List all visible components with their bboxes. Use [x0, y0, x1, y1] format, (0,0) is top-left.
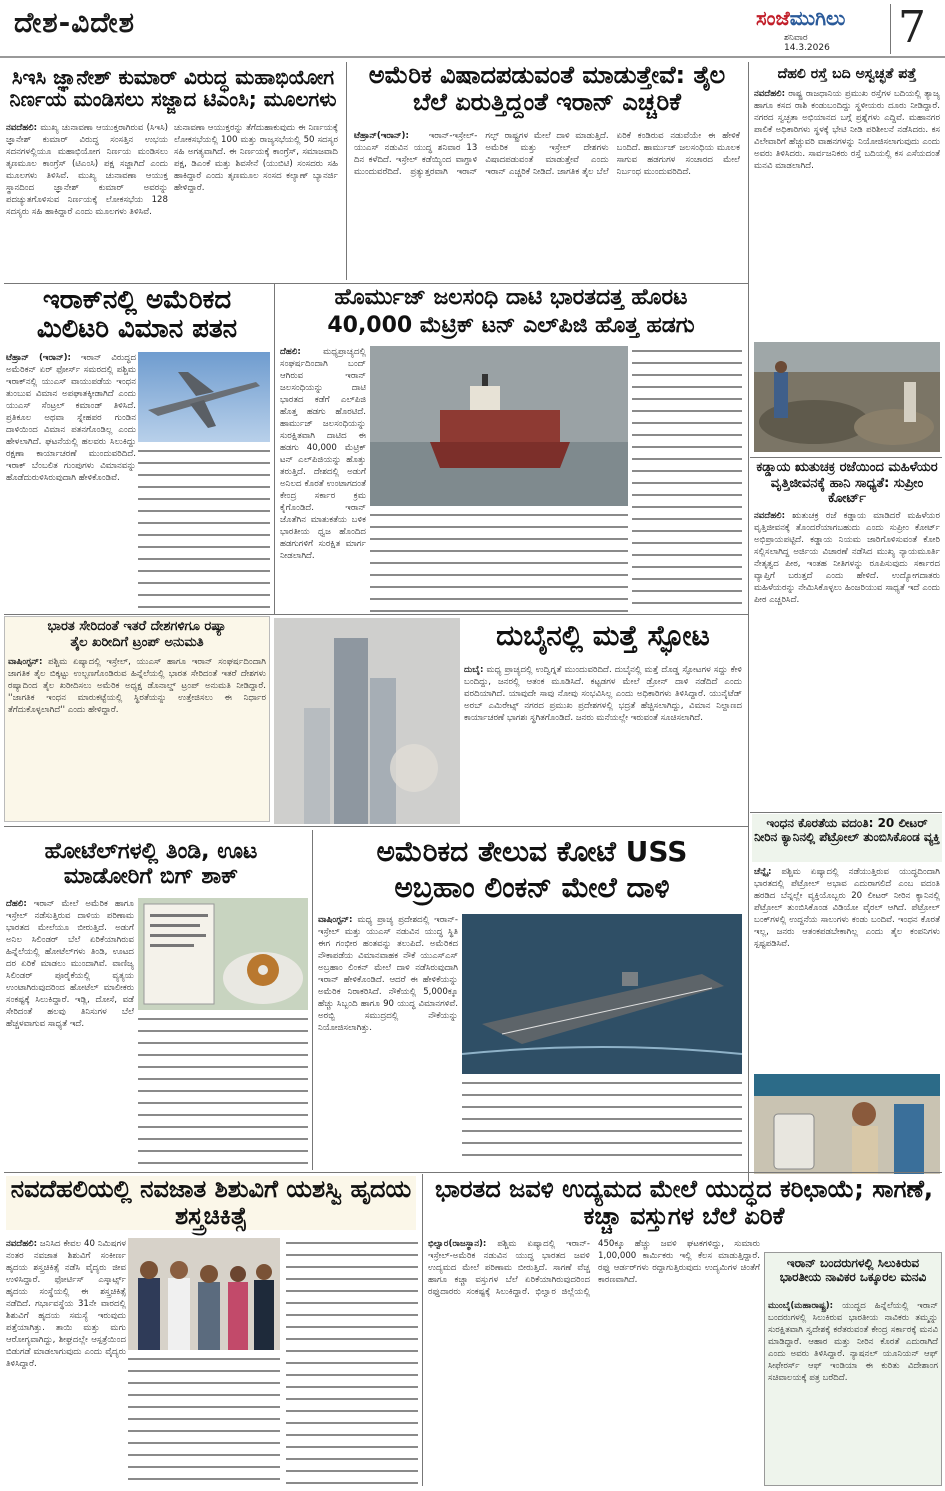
story-body-col2: ಚುನಾವಣಾ ಆಯುಕ್ತರನ್ನು ತೆಗೆದುಹಾಕುವುದು ಈ ನಿರ್ಣಯಕ್ಕೆ ಲೋಕಸಭೆಯಲ್ಲಿ 100 ಮತ್ತು ರಾಜ್ಯಸಭೆಯಲ್ಲಿ 50 ಸದಸ್ಯರ ಸಹಿ ಅಗತ್ಯವಾಗಿದೆ. ಈ ನಿರ್ಣಯಕ್ಕೆ ಕಾಂಗ್ರೆಸ್, ಸಮಾಜವಾದಿ ಪಕ್ಷ, ಡಿಎಂಕೆ ಮತ್ತು ಶಿವಸೇನೆ (ಯುಬಿಟಿ) ಸಂಸದರು ಸಹಿ ಹಾಕಿದ್ದಾರೆ ಎಂದು ತೃಣಮೂಲ ಸಂಸದ ಕಲ್ಯಾಣ್ ಬ್ಯಾನರ್ಜಿ ಹೇಳಿದ್ದಾರೆ. [174, 123, 338, 193]
story-dateline: ನವದೆಹಲಿ: [6, 1239, 38, 1249]
story-headline: ನವದೆಹಲಿಯಲ್ಲಿ ನವಜಾತ ಶಿಶುವಿಗೆ ಯಶಸ್ವಿ ಹೃದಯ ಶಸ್ತ್ರಚಿಕಿತ್ಸೆ [6, 1176, 416, 1230]
story-text: ಇರಾನ್-ಇಸ್ರೇಲ್-ಯುಎಸ್ ನಡುವಿನ ಯುದ್ಧ ಶನಿವಾರ 13 ದಿನ ಕಳೆದಿದೆ. ಇಸ್ರೇಲ್ ಕಡೆಯ್ಯಿಂದ ವಾಗ್ದಾಳಿ ಮುಂದುವರೆದಿದೆ. ಪ್ರತ್ಯುತ್ತರವಾಗಿ ಇರಾನ್ ಗಲ್ಫ್ ರಾಷ್ಟ್ರಗಳ ಮೇಲೆ ದಾಳಿ ಮಾಡುತ್ತಿದೆ. ಅಮೆರಿಕ ಮತ್ತು ಇಸ್ರೇಲ್ ದೇಶಗಳು ವಿಷಾದಪಡುವಂತೆ ಮಾಡುತ್ತೇವೆ ಎಂದು ಇರಾನ್ ಎಚ್ಚರಿಕೆ ನೀಡಿದೆ. ಜಾಗತಿಕ ತೈಲ ಬೆಲೆ ಏರಿಕೆ ಕಂಡಿರುವ ನಡುವೆಯೇ ಈ ಹೇಳಿಕೆ ಬಂದಿದೆ. ಹಾರ್ಮುಜ್ ಜಲಸಂಧಿಯ ಮೂಲಕ ಸಾಗುವ ಹಡಗುಗಳ ಸಂಚಾರದ ಮೇಲೆ ನಿರ್ಬಂಧ ಮುಂದುವರಿದಿದೆ. [354, 131, 740, 177]
story-body [768, 1300, 938, 1482]
story-text: ಇರಾನ್ ಮೇಲೆ ಅಮೆರಿಕ ಹಾಗೂ ಇಸ್ರೇಲ್ ನಡೆಸುತ್ತಿರುವ ದಾಳಿಯ ಪರಿಣಾಮ ಭಾರತದ ಮೇಲೆಯೂ ಬೀರುತ್ತಿದೆ. ಅಡುಗೆ ಅನಿಲ ಸಿಲಿಂಡರ್ ಬೆಲೆ ಏರಿಕೆಯಾಗಿರುವ ಹಿನ್ನೆಲೆಯಲ್ಲಿ ಹೋಟೆಲ್‌ಗಳು ತಿಂಡಿ, ಊಟದ ದರ ಏರಿಕೆ ಮಾಡಲು ಮುಂದಾಗಿವೆ. ವಾಣಿಜ್ಯ ಸಿಲಿಂಡರ್ ಪೂರೈಕೆಯಲ್ಲಿ ವ್ಯತ್ಯಯ ಉಂಟಾಗಿರುವುದರಿಂದ ಹೋಟೆಲ್ ಮಾಲೀಕರು ಸಂಕಷ್ಟಕ್ಕೆ ಸಿಲುಕಿದ್ದಾರೆ. ಇಡ್ಲಿ, ದೋಸೆ, ವಡೆ ಸೇರಿದಂತೆ ಹಲವು ತಿನಿಸುಗಳ ಬೆಲೆ ಹೆಚ್ಚಳವಾಗುವ ಸಾಧ್ಯತೆ ಇದೆ. [6, 899, 134, 1029]
issue-date-value: 14.3.2026 [784, 43, 830, 53]
story-body-continued [138, 446, 270, 612]
story-body [280, 346, 366, 612]
story-dateline: ಚೆನ್ನೈ: [754, 867, 772, 877]
story-headline-line1: ಹೊರ್ಮುಜ್ ಜಲಸಂಧಿ ದಾಟಿ ಭಾರತದತ್ತ ಹೊರಟ [334, 285, 688, 310]
story-headline: ಭಾರತದ ಜವಳಿ ಉದ್ಯಮದ ಮೇಲೆ ಯುದ್ಧದ ಕರಿಛಾಯೆ; ಸಾಗಣೆ, ಕಚ್ಚಾ ವಸ್ತುಗಳ ಬೆಲೆ ಏರಿಕೆ [434, 1175, 934, 1230]
story-body [6, 1238, 126, 1484]
story-text: ಋತುಚಕ್ರ ರಜೆ ಕಡ್ಡಾಯ ಮಾಡಿದರೆ ಮಹಿಳೆಯರ ವೃತ್ತಿಜೀವನಕ್ಕೆ ತೊಂದರೆಯಾಗಬಹುದು ಎಂದು ಸುಪ್ರೀಂ ಕೋರ್ಟ್ ಅಭಿಪ್ರಾಯಪಟ್ಟಿದೆ. ಕಡ್ಡಾಯ ನಿಯಮ ಜಾರಿಗೊಳಿಸುವಂತೆ ಕೋರಿ ಸಲ್ಲಿಸಲಾಗಿದ್ದ ಅರ್ಜಿಯ ವಿಚಾರಣೆ ನಡೆಸಿದ ಮುಖ್ಯ ನ್ಯಾಯಮೂರ್ತಿ ನೇತೃತ್ವದ ಪೀಠ, ಇಂತಹ ನೀತಿಗಳನ್ನು ರೂಪಿಸುವುದು ಸರ್ಕಾರದ ವ್ಯಾಪ್ತಿಗೆ ಬರುತ್ತದೆ ಎಂದು ಹೇಳಿದೆ. ಉದ್ಯೋಗದಾತರು ಮಹಿಳೆಯರನ್ನು ನೇಮಿಸಿಕೊಳ್ಳಲು ಹಿಂಜರಿಯುವ ಸಾಧ್ಯತೆ ಇದೆ ಎಂದು ಪೀಠ ಎಚ್ಚರಿಸಿದೆ. [754, 511, 940, 605]
masthead-divider [890, 4, 891, 54]
page-number: 7 [898, 2, 926, 53]
story-headline-line2: 40,000 ಮೆಟ್ರಿಕ್ ಟನ್ ಎಲ್‌ಪಿಜಿ ಹೊತ್ತ ಹಡಗು [327, 313, 695, 338]
story-body [6, 352, 136, 612]
row-divider [4, 614, 748, 615]
story-body [6, 122, 168, 280]
story-text: ರಾಷ್ಟ್ರ ರಾಜಧಾನಿಯ ಪ್ರಮುಖ ರಸ್ತೆಗಳ ಬದಿಯಲ್ಲಿ ತ್ಯಾಜ್ಯ ಹಾಗೂ ಕಸದ ರಾಶಿ ಕಂಡುಬಂದಿದ್ದು ಸ್ಥಳೀಯರು ದೂರು ನೀಡಿದ್ದಾರೆ. ನಗರದ ಸ್ವಚ್ಛತಾ ಅಭಿಯಾನದ ಬಗ್ಗೆ ಪ್ರಶ್ನೆಗಳು ಎದ್ದಿವೆ. ಮಹಾನಗರ ಪಾಲಿಕೆ ಅಧಿಕಾರಿಗಳು ಸ್ಥಳಕ್ಕೆ ಭೇಟಿ ನೀಡಿ ಪರಿಶೀಲನೆ ನಡೆಸಿದರು. ಕಸ ವಿಲೇವಾರಿಗೆ ಹೆಚ್ಚುವರಿ ವಾಹನಗಳನ್ನು ನಿಯೋಜಿಸಲಾಗುವುದು ಎಂದು ಅವರು ತಿಳಿಸಿದರು. ಸಾರ್ವಜನಿಕರು ರಸ್ತೆ ಬದಿಯಲ್ಲಿ ಕಸ ಎಸೆಯದಂತೆ ಮನವಿ ಮಾಡಲಾಗಿದೆ. [754, 89, 940, 171]
story-body [754, 866, 940, 1070]
logo-part-2: ಮುಗಿಲು [789, 6, 846, 30]
story-headline: ಅಮೆರಿಕ ವಿಷಾದಪಡುವಂತೆ ಮಾಡುತ್ತೇವೆ: ತೈಲ ಬೆಲೆ ಏರುತ್ತಿದ್ದಂತೆ ಇರಾನ್ ಎಚ್ಚರಿಕೆ [368, 61, 726, 116]
story-dateline: ದೆಹಲಿ: [280, 347, 301, 357]
story-text: ಪಶ್ಚಿಮ ಏಷ್ಯಾದಲ್ಲಿ ನಡೆಯುತ್ತಿರುವ ಯುದ್ಧದಿಂದಾಗಿ ಭಾರತದಲ್ಲಿ ಪೆಟ್ರೋಲ್ ಅಭಾವ ಎದುರಾಗಲಿದೆ ಎಂಬ ವದಂತಿ ಹರಡಿದ ಬೆನ್ನಲ್ಲೇ ವ್ಯಕ್ತಿಯೊಬ್ಬರು 20 ಲೀಟರ್ ನೀರಿನ ಕ್ಯಾನಿನಲ್ಲಿ ಪೆಟ್ರೋಲ್ ತುಂಬಿಸಿಕೊಂಡ ವಿಡಿಯೋ ವೈರಲ್ ಆಗಿದೆ. ಪೆಟ್ರೋಲ್ ಬಂಕ್‌ಗಳಲ್ಲಿ ಉದ್ದನೆಯ ಸಾಲುಗಳು ಕಂಡು ಬಂದಿವೆ. ಇಂಧನ ಕೊರತೆ ಇಲ್ಲ, ಜನರು ಆತಂಕಪಡಬೇಕಾಗಿಲ್ಲ ಎಂದು ತೈಲ ಕಂಪನಿಗಳು ಸ್ಪಷ್ಟಪಡಿಸಿವೆ. [754, 867, 940, 949]
right-column-rule [748, 62, 749, 1182]
newspaper-logo [756, 6, 845, 30]
military-aircraft-photo [138, 352, 270, 442]
story-dateline: ವಾಷಿಂಗ್ಟನ್: [318, 915, 353, 925]
story-body [318, 914, 458, 1166]
story-dateline: ವಾಷಿಂಗ್ಟನ್: [8, 657, 43, 667]
story-dateline: ನವದೆಹಲಿ: [6, 123, 38, 133]
section-title: ದೇಶ-ವಿದೇಶ [14, 6, 135, 39]
story-headline: ಹೋಟೆಲ್‌ಗಳಲ್ಲಿ ತಿಂಡಿ, ಊಟ ಮಾಡೋರಿಗೆ ಬಿಗ್ ಶಾಕ್ [44, 839, 258, 889]
story-text: ಮಧ್ಯಪ್ರಾಚ್ಯದಲ್ಲಿ ಸಂಘರ್ಷದಿಂದಾಗಿ ಬಂದ್ ಆಗಿರುವ ಇರಾನ್ ಜಲಸಂಧಿಯನ್ನು ದಾಟಿ ಭಾರತದ ಕಡೆಗೆ ಎಲ್‌ಪಿಜಿ ಹೊತ್ತ ಹಡಗು ಹೊರಟಿದೆ. ಹಾರ್ಮುಜ್ ಜಲಸಂಧಿಯನ್ನು ಸುರಕ್ಷಿತವಾಗಿ ದಾಟಿದ ಈ ಹಡಗು 40,000 ಮೆಟ್ರಿಕ್ ಟನ್ ಎಲ್‌ಪಿಜಿಯನ್ನು ಹೊತ್ತು ತರುತ್ತಿದೆ. ದೇಶದಲ್ಲಿ ಅಡುಗೆ ಅನಿಲದ ಕೊರತೆ ಉಂಟಾಗದಂತೆ ಕೇಂದ್ರ ಸರ್ಕಾರ ಕ್ರಮ ಕೈಗೊಂಡಿದೆ. ಇರಾನ್ ಜೊತೆಗಿನ ಮಾತುಕತೆಯ ಬಳಿಕ ಭಾರತೀಯ ಧ್ವಜ ಹೊಂದಿದ ಹಡಗುಗಳಿಗೆ ಸುರಕ್ಷಿತ ಮಾರ್ಗ ನೀಡಲಾಗಿದೆ. [280, 347, 366, 561]
story-headline-line2: ಅಬ್ರಹಾಂ ಲಿಂಕನ್ ಮೇಲೆ ದಾಳಿ [394, 871, 670, 904]
story-divider [750, 812, 942, 813]
story-body [754, 510, 940, 810]
petrol-can-photo [754, 1074, 940, 1174]
story-dateline: ದೆಹಲಿ: [6, 899, 27, 909]
story-body [754, 88, 940, 338]
issue-date [784, 33, 830, 53]
story-headline: ಇರಾಕ್‌ನಲ್ಲಿ ಅಮೆರಿಕದ ಮಿಲಿಟರಿ ವಿಮಾನ ಪತನ [36, 285, 238, 345]
story-headline-line2: ತೈಲ ಖರೀದಿಗೆ ಟ್ರಂಪ್ ಅನುಮತಿ [70, 635, 204, 650]
story-text: ಪಶ್ಚಿಮ ಏಷ್ಯಾದಲ್ಲಿ ಇಸ್ರೇಲ್, ಯುಎಸ್ ಹಾಗೂ ಇರಾನ್ ಸಂಘರ್ಷದಿಂದಾಗಿ ಜಾಗತಿಕ ತೈಲ ಬಿಕ್ಕಟ್ಟು ಉಲ್ಬಣಗೊಂಡಿರುವ ಹಿನ್ನೆಲೆಯಲ್ಲಿ ಭಾರತ ಸೇರಿದಂತೆ ಇತರೆ ದೇಶಗಳು ರಷ್ಯಾದಿಂದ ತೈಲ ಖರೀದಿಸಲು ಅಮೆರಿಕ ಅಧ್ಯಕ್ಷ ಡೊನಾಲ್ಡ್ ಟ್ರಂಪ್ ಅನುಮತಿ ನೀಡಿದ್ದಾರೆ. ''ಜಾಗತಿಕ ಇಂಧನ ಮಾರುಕಟ್ಟೆಯಲ್ಲಿ ಸ್ಥಿರತೆಯನ್ನು ಉತ್ತೇಜಿಸಲು ಈ ನಿರ್ಧಾರ ತೆಗೆದುಕೊಳ್ಳಲಾಗಿದೆ'' ಎಂದು ಹೇಳಿದ್ದಾರೆ. [8, 657, 266, 715]
story-text: ಮುಖ್ಯ ಚುನಾವಣಾ ಆಯುಕ್ತರಾಗಿರುವ (ಸಿಇಸಿ) ಜ್ಞಾನೇಶ್ ಕುಮಾರ್ ವಿರುದ್ಧ ಸಂಸತ್ತಿನ ಉಭಯ ಸದನಗಳಲ್ಲಿಯೂ ಮಹಾಭಿಯೋಗ ನಿರ್ಣಯ ಮಂಡಿಸಲು ತೃಣಮೂಲ ಕಾಂಗ್ರೆಸ್ (ಟಿಎಂಸಿ) ಪಕ್ಷ ಸಜ್ಜಾಗಿದೆ ಎಂದು ಮೂಲಗಳು ತಿಳಿಸಿವೆ. ಮುಖ್ಯ ಚುನಾವಣಾ ಆಯುಕ್ತ ಸ್ಥಾನದಿಂದ ಜ್ಞಾನೇಶ್ ಕುಮಾರ್ ಅವರನ್ನು ಪದಚ್ಯುತಗೊಳಿಸುವ ನಿರ್ಣಯಕ್ಕೆ ಲೋಕಸಭೆಯ 128 ಸದಸ್ಯರು ಸಹಿ ಹಾಕಿದ್ದಾರೆ ಎಂದು ಮೂಲಗಳು ತಿಳಿಸಿವೆ. [6, 123, 168, 217]
row-divider [4, 1172, 942, 1173]
story-body-col3 [632, 346, 742, 612]
story-dateline: ಭಿಲ್ವಾರ(ರಾಜಸ್ಥಾನ): [428, 1239, 487, 1249]
story-headline-line1: ಭಾರತ ಸೇರಿದಂತೆ ಇತರೆ ದೇಶಗಳಿಗೂ ರಷ್ಯಾ [47, 619, 227, 634]
story-dateline: ಮುಂಬೈ(ಮಹಾರಾಷ್ಟ್ರ): [768, 1301, 834, 1311]
lpg-tanker-ship-photo [370, 346, 628, 506]
story-text: ಮಧ್ಯ ಪ್ರಾಚ್ಯ ಪ್ರದೇಶದಲ್ಲಿ ಇರಾನ್-ಇಸ್ರೇಲ್ ಮತ್ತು ಯುಎಸ್ ನಡುವಿನ ಯುದ್ಧ ಸ್ಥಿತಿ ಈಗ ಗಂಭೀರ ಹಂತವನ್ನು ತಲುಪಿದೆ. ಅಮೆರಿಕದ ನೌಕಾಪಡೆಯ ವಿಮಾನವಾಹಕ ನೌಕೆ ಯುಎಸ್‌ಎಸ್ ಅಬ್ರಹಾಂ ಲಿಂಕನ್ ಮೇಲೆ ದಾಳಿ ನಡೆಸಿರುವುದಾಗಿ ಇರಾನ್ ಹೇಳಿಕೊಂಡಿದೆ. ಆದರೆ ಈ ಹೇಳಿಕೆಯನ್ನು ಅಮೆರಿಕ ನಿರಾಕರಿಸಿದೆ. ನೌಕೆಯಲ್ಲಿ 5,000ಕ್ಕೂ ಹೆಚ್ಚು ಸಿಬ್ಬಂದಿ ಹಾಗೂ 90 ಯುದ್ಧ ವಿಮಾನಗಳಿವೆ. ಅರಬ್ಬಿ ಸಮುದ್ರದಲ್ಲಿ ನೌಕೆಯನ್ನು ನಿಯೋಜಿಸಲಾಗಿತ್ತು. [318, 915, 458, 1033]
story-dateline: ನವದೆಹಲಿ: [754, 89, 786, 99]
story-body-continued [138, 1014, 308, 1166]
food-and-bill-photo [138, 898, 308, 1010]
story-body [464, 664, 742, 820]
dubai-building-photo [274, 618, 460, 824]
issue-day: ಶನಿವಾರ [784, 33, 808, 43]
story-text: ಜನಿಸಿದ ಕೇವಲ 40 ನಿಮಿಷಗಳ ನಂತರ ನವಜಾತ ಶಿಶುವಿಗೆ ಸಂಕೀರ್ಣ ಹೃದಯ ಶಸ್ತ್ರಚಿಕಿತ್ಸೆ ನಡೆಸಿ ವೈದ್ಯರು ಜೀವ ಉಳಿಸಿದ್ದಾರೆ. ಫೋರ್ಟಿಸ್ ಎಸ್ಕಾರ್ಟ್ಸ್ ಹೃದಯ ಸಂಸ್ಥೆಯಲ್ಲಿ ಈ ಶಸ್ತ್ರಚಿಕಿತ್ಸೆ ನಡೆದಿದೆ. ಗರ್ಭಾವಸ್ಥೆಯ 31ನೇ ವಾರದಲ್ಲಿ ಶಿಶುವಿಗೆ ಹೃದಯ ಸಮಸ್ಯೆ ಇರುವುದು ಪತ್ತೆಯಾಗಿತ್ತು. ತಾಯಿ ಮತ್ತು ಮಗು ಆರೋಗ್ಯವಾಗಿದ್ದು, ಶೀಘ್ರದಲ್ಲೇ ಆಸ್ಪತ್ರೆಯಿಂದ ಬಿಡುಗಡೆ ಮಾಡಲಾಗುವುದು ಎಂದು ವೈದ್ಯರು ತಿಳಿಸಿದ್ದಾರೆ. [6, 1239, 126, 1369]
story-body-continued [128, 1354, 280, 1484]
story-body [8, 656, 266, 818]
column-rule [422, 1174, 423, 1486]
story-headline: ದೆಹಲಿ ರಸ್ತೆ ಬದಿ ಅಸ್ವಚ್ಛತೆ ಪತ್ತೆ [777, 66, 917, 82]
row-divider [4, 283, 748, 284]
story-body-continued [370, 510, 628, 612]
garbage-roadside-photo [754, 342, 940, 452]
story-body-col3 [286, 1238, 418, 1484]
story-body [428, 1238, 760, 1484]
story-body [6, 898, 134, 1166]
column-rule [312, 830, 313, 1170]
story-dateline: ಟೆಹ್ರಾನ್ (ಇರಾನ್): [6, 353, 71, 363]
story-headline-line1: ಅಮೆರಿಕದ ತೇಲುವ ಕೋಟೆ USS [376, 835, 688, 868]
story-text: ಇರಾನ್ ವಿರುದ್ಧದ ಅಮೆರಿಕನ್ ಏರ್ ಫೋರ್ಸ್ ಸಮರದಲ್ಲಿ ಪಶ್ಚಿಮ ಇರಾಕ್‌ನಲ್ಲಿ ಯುಎಸ್ ವಾಯುಪಡೆಯ ಇಂಧನ ತುಂಬುವ ವಿಮಾನ ಅಪಘಾತಕ್ಕೀಡಾಗಿದೆ ಎಂದು ಯುಎಸ್ ಸೆಂಟ್ರಲ್ ಕಮಾಂಡ್ ತಿಳಿಸಿದೆ. ಪ್ರತಿಕೂಲ ಅಥವಾ ಸ್ನೇಹಪರ ಗುಂಡಿನ ದಾಳಿಯಿಂದ ವಿಮಾನ ಪತನಗೊಂಡಿಲ್ಲ ಎಂದು ಹೇಳಲಾಗಿದೆ. ಘಟನೆಯಲ್ಲಿ ಹಲವರು ಸಿಲುಕಿದ್ದು ರಕ್ಷಣಾ ಕಾರ್ಯಾಚರಣೆ ಮುಂದುವರಿದಿದೆ. ಇರಾಕ್ ಬೆಂಬಲಿತ ಗುಂಪುಗಳು ವಿಮಾನವನ್ನು ಹೊಡೆದುರುಳಿಸಿರುವುದಾಗಿ ಹೇಳಿಕೊಂಡಿವೆ. [6, 353, 136, 483]
story-divider [750, 457, 942, 458]
story-text: ಯುದ್ಧದ ಹಿನ್ನೆಲೆಯಲ್ಲಿ ಇರಾನ್ ಬಂದರುಗಳಲ್ಲಿ ಸಿಲುಕಿರುವ ಭಾರತೀಯ ನಾವಿಕರು ತಮ್ಮನ್ನು ಸುರಕ್ಷಿತವಾಗಿ ಸ್ವದೇಶಕ್ಕೆ ಕರೆತರುವಂತೆ ಕೇಂದ್ರ ಸರ್ಕಾರಕ್ಕೆ ಮನವಿ ಮಾಡಿದ್ದಾರೆ. ಆಹಾರ ಮತ್ತು ನೀರಿನ ಕೊರತೆ ಎದುರಾಗಿದೆ ಎಂದು ಅವರು ತಿಳಿಸಿದ್ದಾರೆ. ನ್ಯಾಷನಲ್ ಯೂನಿಯನ್ ಆಫ್ ಸೀಫೇರರ್ಸ್ ಆಫ್ ಇಂಡಿಯಾ ಈ ಕುರಿತು ವಿದೇಶಾಂಗ ಸಚಿವಾಲಯಕ್ಕೆ ಪತ್ರ ಬರೆದಿದೆ. [768, 1301, 938, 1383]
doctors-group-photo [128, 1238, 280, 1350]
story-dateline: ಟೆಹ್ರಾನ್(ಇರಾನ್): [354, 131, 409, 141]
story-text: ಪಶ್ಚಿಮ ಏಷ್ಯಾದಲ್ಲಿ ಇರಾನ್-ಇಸ್ರೇಲ್-ಅಮೆರಿಕ ನಡುವಿನ ಯುದ್ಧ ಭಾರತದ ಜವಳಿ ಉದ್ಯಮದ ಮೇಲೆ ಪರಿಣಾಮ ಬೀರುತ್ತಿದೆ. ಸಾಗಣೆ ವೆಚ್ಚ ಹಾಗೂ ಕಚ್ಚಾ ವಸ್ತುಗಳ ಬೆಲೆ ಏರಿಕೆಯಾಗಿರುವುದರಿಂದ ರಫ್ತುದಾರರು ಸಂಕಷ್ಟಕ್ಕೆ ಸಿಲುಕಿದ್ದಾರೆ. ಭಿಲ್ವಾರ ಜಿಲ್ಲೆಯಲ್ಲಿ 450ಕ್ಕೂ ಹೆಚ್ಚು ಜವಳಿ ಘಟಕಗಳಿದ್ದು, ಸುಮಾರು 1,00,000 ಕಾರ್ಮಿಕರು ಇಲ್ಲಿ ಕೆಲಸ ಮಾಡುತ್ತಿದ್ದಾರೆ. ರಫ್ತು ಆರ್ಡರ್‌ಗಳು ರದ್ದಾಗುತ್ತಿರುವುದು ಉದ್ಯಮಿಗಳ ಚಿಂತೆಗೆ ಕಾರಣವಾಗಿದೆ. [428, 1239, 760, 1297]
story-headline: ಕಡ್ಡಾಯ ಋತುಚಕ್ರ ರಜೆಯಿಂದ ಮಹಿಳೆಯರ ವೃತ್ತಿಜೀವನಕ್ಕೆ ಹಾನಿ ಸಾಧ್ಯತೆ: ಸುಪ್ರೀಂ ಕೋರ್ಟ್ [756, 460, 938, 507]
column-rule [346, 62, 347, 280]
row-divider [4, 826, 748, 827]
aircraft-carrier-photo [462, 914, 742, 1074]
story-body-continued [462, 1078, 742, 1166]
story-headline: ಇರಾನ್ ಬಂದರುಗಳಲ್ಲಿ ಸಿಲುಕಿರುವ ಭಾರತೀಯ ನಾವಿಕರ ಒಕ್ಕೂರಲ ಮನವಿ [779, 1256, 927, 1285]
story-headline: ದುಬೈನಲ್ಲಿ ಮತ್ತೆ ಸ್ಫೋಟ [496, 619, 710, 652]
story-body [354, 130, 740, 280]
story-text: ಮಧ್ಯ ಪ್ರಾಚ್ಯದಲ್ಲಿ ಉದ್ವಿಗ್ನತೆ ಮುಂದುವರಿದಿದೆ. ದುಬೈನಲ್ಲಿ ಮತ್ತೆ ದೊಡ್ಡ ಸ್ಫೋಟಗಳ ಸದ್ದು ಕೇಳಿ ಬಂದಿದ್ದು, ಜನರಲ್ಲಿ ಆತಂಕ ಮೂಡಿಸಿದೆ. ಕಟ್ಟಡಗಳ ಮೇಲೆ ಡ್ರೋನ್ ದಾಳಿ ನಡೆದಿದೆ ಎಂದು ವರದಿಯಾಗಿದೆ. ಯಾವುದೇ ಸಾವು ನೋವು ಸಂಭವಿಸಿಲ್ಲ ಎಂದು ಅಧಿಕಾರಿಗಳು ತಿಳಿಸಿದ್ದಾರೆ. ಯುನೈಟೆಡ್ ಅರಬ್ ಎಮಿರೇಟ್ಸ್ ನಗರದ ಪ್ರಮುಖ ಪ್ರದೇಶಗಳಲ್ಲಿ ಭದ್ರತೆ ಹೆಚ್ಚಿಸಲಾಗಿದ್ದು, ವಿಮಾನ ನಿಲ್ದಾಣದ ಕಾರ್ಯಾಚರಣೆ ಭಾಗಶಃ ಸ್ಥಗಿತಗೊಂಡಿದೆ. ಜನರು ಮನೆಯಲ್ಲೇ ಇರುವಂತೆ ಸೂಚಿಸಲಾಗಿದೆ. [464, 665, 742, 723]
logo-part-1: ಸಂಜೆ [756, 6, 790, 30]
story-headline: ಇಂಧನ ಕೊರತೆಯ ವದಂತಿ: 20 ಲೀಟರ್ ನೀರಿನ ಕ್ಯಾನಿನಲ್ಲಿ ಪೆಟ್ರೋಲ್ ತುಂಬಿಸಿಕೊಂಡ ವ್ಯಕ್ತಿ [752, 814, 942, 862]
story-headline: ಸಿಇಸಿ ಜ್ಞಾನೇಶ್ ಕುಮಾರ್ ವಿರುದ್ಧ ಮಹಾಭಿಯೋಗ ನಿರ್ಣಯ ಮಂಡಿಸಲು ಸಜ್ಜಾದ ಟಿಎಂಸಿ; ಮೂಲಗಳು [9, 65, 337, 112]
story-dateline: ದುಬೈ: [464, 665, 484, 675]
column-rule [274, 284, 275, 614]
story-dateline: ನವದೆಹಲಿ: [754, 511, 786, 521]
